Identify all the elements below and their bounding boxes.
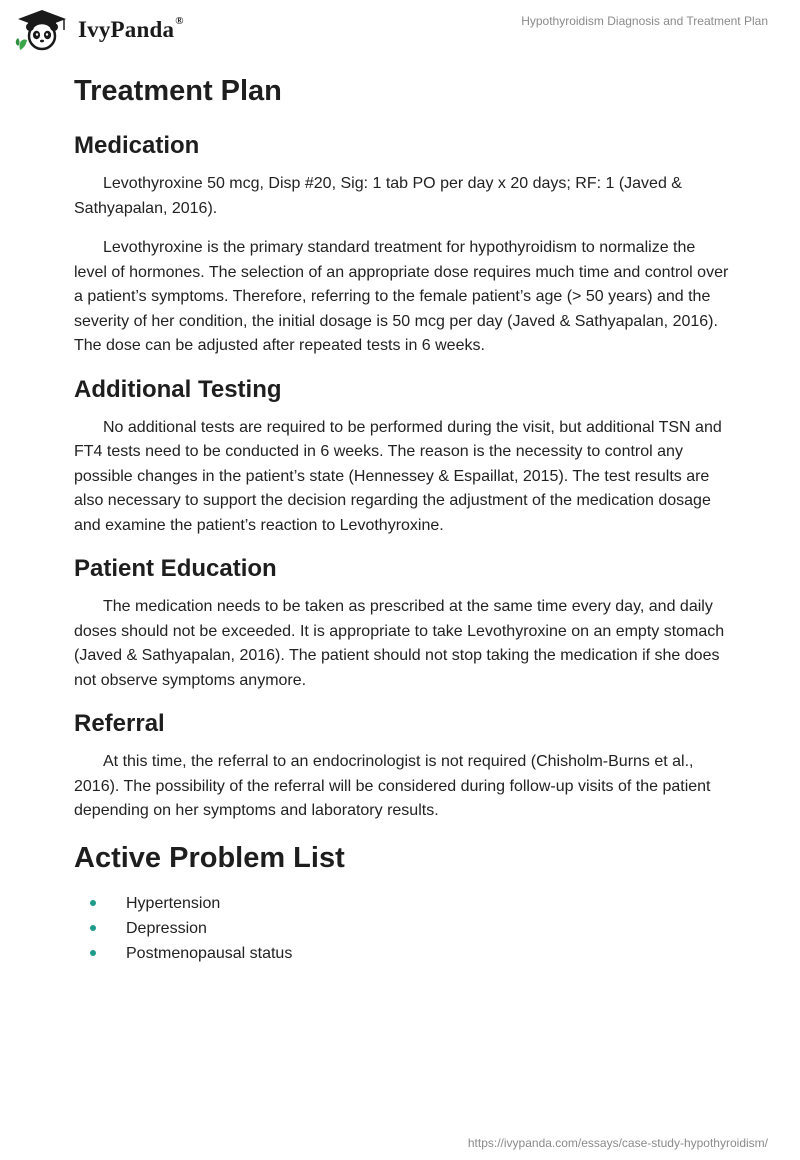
brand-name: IvyPanda® xyxy=(78,15,184,42)
treatment-plan-heading: Treatment Plan xyxy=(74,75,282,107)
bullet-icon xyxy=(90,925,96,931)
bullet-icon xyxy=(90,900,96,906)
medication-paragraph: Levothyroxine is the primary standard treatment for hypothyroidism to normalize the level of hormones. The selection of an appropriate dose requires much time and control over a patient’s symptoms. Therefore, referring to the female patient’s age (> 50 years) and the severity of her condition, the initial dosage is 50 mcg per day (Javed & Sathyapalan, 2016). The dose can be adjusted after repeated tests in 6 weeks. xyxy=(74,239,729,354)
medication-paragraph: Levothyroxine 50 mcg, Disp #20, Sig: 1 tab PO per day x 20 days; RF: 1 (Javed & Sathyapalan, 2016). xyxy=(74,175,682,217)
problem-list xyxy=(74,891,730,966)
additional-testing-paragraph: No additional tests are required to be performed during the visit, but additional TSN and FT4 tests need to be conducted in 6 weeks. The reason is the necessity to control any possible changes in the patient’s state (Hennessey & Espaillat, 2015). The test results are also necessary to support the decision regarding the adjustment of the medication dosage and examine the patient’s reaction to Levothyroxine. xyxy=(74,418,722,534)
source-url-link[interactable]: https://ivypanda.com/essays/case-study-hypothyroidism/ xyxy=(467,1136,768,1150)
list-item xyxy=(74,891,730,916)
bullet-icon xyxy=(90,950,96,956)
patient-education-heading: Patient Education xyxy=(74,555,277,582)
referral-paragraph: At this time, the referral to an endocrinologist is not required (Chisholm-Burns et al., 2016). The possibility of the referral will be considered during follow-up visits of the patient depending on her symptoms and laboratory results. xyxy=(74,753,711,819)
patient-education-paragraph: The medication needs to be taken as prescribed at the same time every day, and daily doses should not be exceeded. It is appropriate to take Levothyroxine on an empty stomach (Javed & Sathyapalan, 2016). The patient should not stop taking the medication if she does not observe symptoms anymore. xyxy=(74,598,725,689)
problem-item-label: Hypertension xyxy=(126,894,221,912)
problem-item-label: Postmenopausal status xyxy=(126,944,293,962)
list-item xyxy=(74,941,730,966)
additional-testing-heading: Additional Testing xyxy=(74,375,282,403)
list-item xyxy=(74,916,730,941)
active-problem-list-heading: Active Problem List xyxy=(74,841,345,874)
ivypanda-logo[interactable] xyxy=(14,8,184,52)
document-title: Hypothyroidism Diagnosis and Treatment Plan xyxy=(521,14,768,28)
medication-heading: Medication xyxy=(74,132,200,159)
referral-heading: Referral xyxy=(74,710,165,737)
page-header xyxy=(0,0,800,62)
panda-graduate-icon xyxy=(14,8,70,52)
problem-item-label: Depression xyxy=(126,919,207,937)
document-body xyxy=(74,72,730,966)
